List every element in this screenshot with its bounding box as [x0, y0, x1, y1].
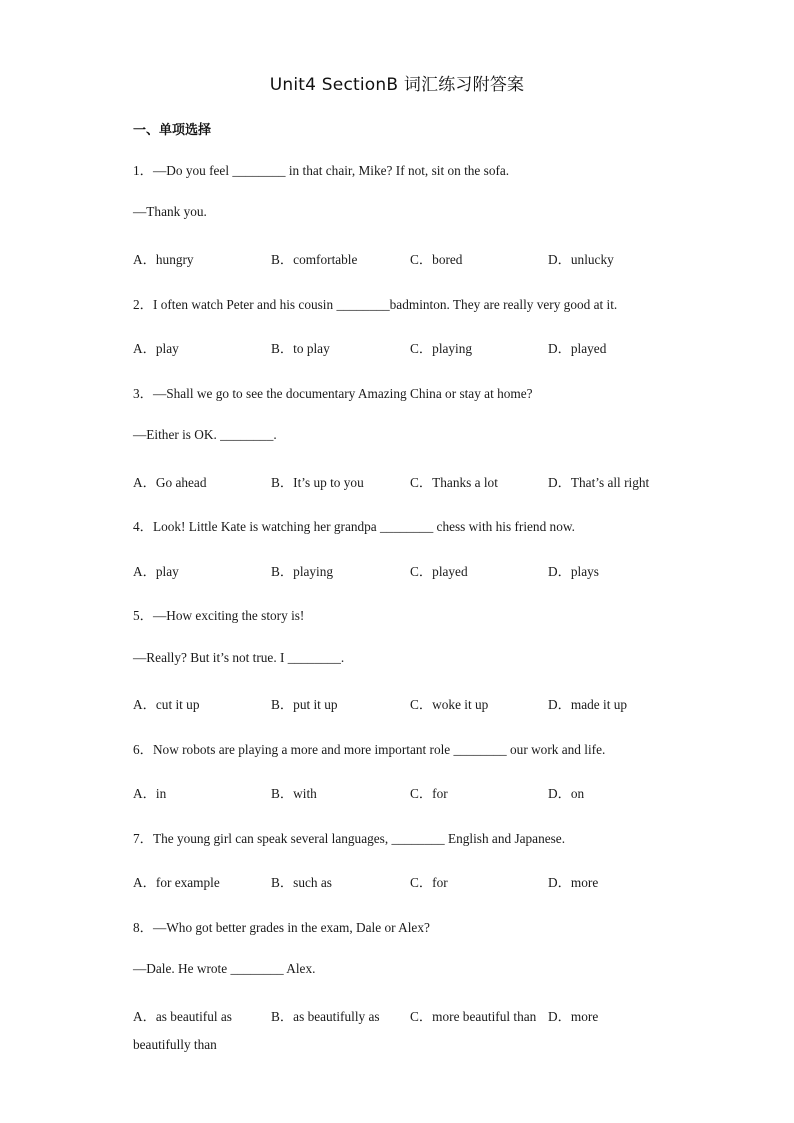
question-3-option-b: B．It’s up to you [271, 475, 364, 490]
question-8-option-d-wrap: beautifully than [133, 1037, 217, 1052]
question-7-stem: 7．The young girl can speak several languages, ________ English and Japanese. [133, 831, 566, 846]
section-heading: 一、单项选择 [133, 123, 212, 138]
question-2-option-c: C．playing [410, 341, 473, 356]
question-1-stem: 1．—Do you feel ________ in that chair, Mike? If not, sit on the sofa. [133, 163, 510, 178]
question-2-stem: 2．I often watch Peter and his cousin ________badminton. They are really very good at it. [133, 297, 618, 312]
page-title: Unit4 SectionB 词汇练习附答案 [269, 75, 525, 95]
question-6-option-c: C．for [410, 786, 448, 801]
question-8-stem: 8．—Who got better grades in the exam, Dale or Alex? [133, 920, 430, 935]
question-2-option-b: B．to play [271, 341, 330, 356]
question-7-option-a: A．for example [133, 875, 220, 890]
question-6-option-d: D．on [548, 786, 585, 801]
question-8-option-a: A．as beautiful as [133, 1009, 232, 1024]
question-3-option-d: D．That’s all right [548, 475, 650, 490]
question-8-option-c: C．more beautiful than [410, 1009, 537, 1024]
question-5-stem: 5．—How exciting the story is! [133, 608, 305, 623]
question-6-stem: 6．Now robots are playing a more and more important role ________ our work and life. [133, 742, 606, 757]
question-6-option-b: B．with [271, 786, 317, 801]
question-4-option-b: B．playing [271, 564, 334, 579]
question-4-stem: 4．Look! Little Kate is watching her grandpa ________ chess with his friend now. [133, 519, 575, 534]
question-3-option-a: A．Go ahead [133, 475, 207, 490]
question-5-option-b: B．put it up [271, 697, 338, 712]
question-2-option-d: D．played [548, 341, 607, 356]
question-7-option-d: D．more [548, 875, 599, 890]
question-1-option-d: D．unlucky [548, 252, 614, 267]
question-1-option-c: C．bored [410, 252, 463, 267]
question-5-option-c: C．woke it up [410, 697, 489, 712]
question-1-option-a: A．hungry [133, 252, 194, 267]
question-4-option-c: C．played [410, 564, 468, 579]
question-5-reply: —Really? But it’s not true. I ________. [133, 650, 345, 665]
question-7-option-b: B．such as [271, 875, 332, 890]
question-3-option-c: C．Thanks a lot [410, 475, 498, 490]
question-4-option-a: A．play [133, 564, 179, 579]
question-6-option-a: A．in [133, 786, 167, 801]
question-2-option-a: A．play [133, 341, 179, 356]
question-5-option-a: A．cut it up [133, 697, 200, 712]
question-8-reply: —Dale. He wrote ________ Alex. [133, 961, 316, 976]
question-8-option-b: B．as beautifully as [271, 1009, 380, 1024]
question-3-stem: 3．—Shall we go to see the documentary Amazing China or stay at home? [133, 386, 533, 401]
question-3-reply: —Either is OK. ________. [133, 427, 277, 442]
question-1-reply: —Thank you. [133, 204, 207, 219]
question-7-option-c: C．for [410, 875, 448, 890]
question-8-option-d: D．more [548, 1009, 599, 1024]
question-4-option-d: D．plays [548, 564, 599, 579]
question-1-option-b: B．comfortable [271, 252, 358, 267]
question-5-option-d: D．made it up [548, 697, 628, 712]
